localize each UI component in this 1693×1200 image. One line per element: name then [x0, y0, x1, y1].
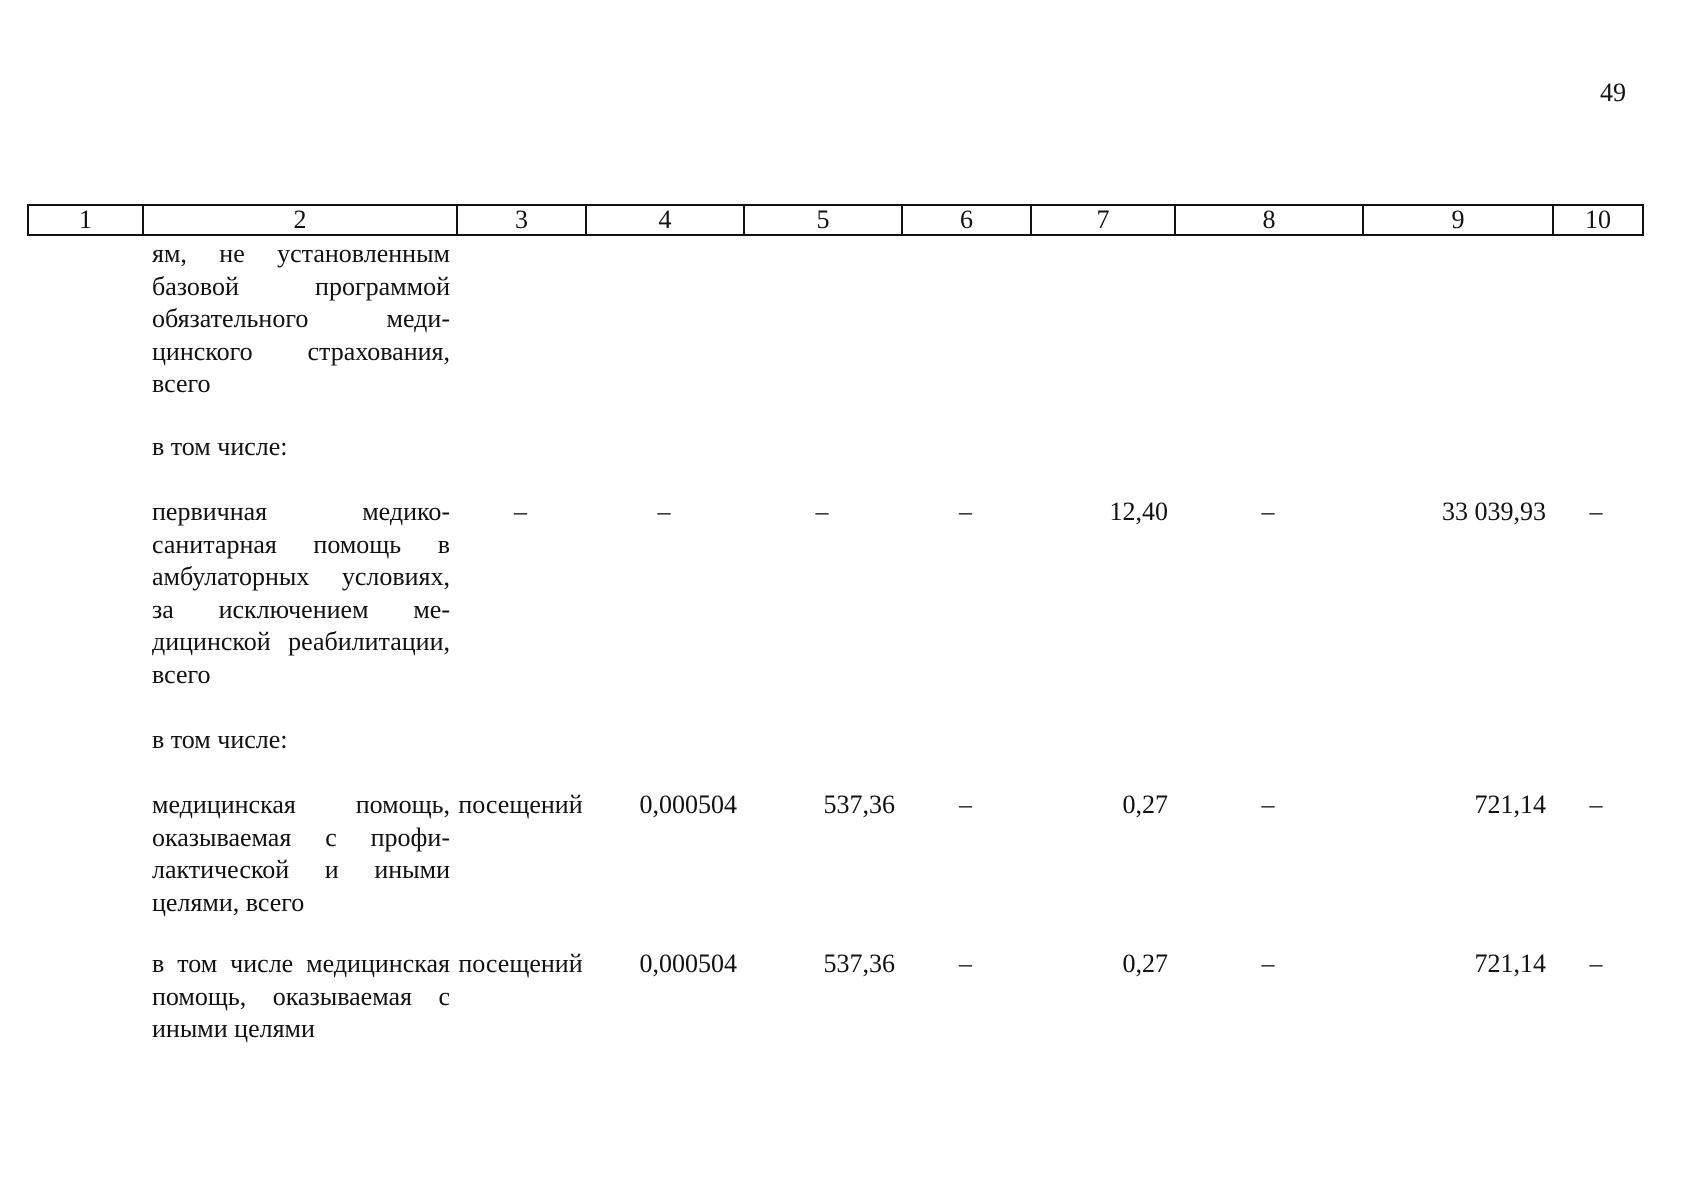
column-header-1: 1 [29, 206, 144, 234]
row-value-col10: – [1589, 790, 1603, 819]
row-description: ям, не установленным базовой программой обязательного медицинского страхования, всего [152, 239, 450, 398]
column-header-6: 6 [903, 206, 1032, 234]
row-value-col5: 537,36 [823, 790, 895, 819]
table-header-row [27, 204, 1644, 236]
row-value-col9: 721,14 [1474, 949, 1546, 978]
row-value-col8: – [1261, 949, 1275, 978]
row-value-col7: 0,27 [1122, 790, 1168, 819]
table-row [27, 948, 1644, 1046]
row-value-col10: – [1589, 949, 1603, 978]
row-value-col7: 12,40 [1109, 497, 1168, 526]
column-header-4: 4 [587, 206, 745, 234]
column-header-8: 8 [1176, 206, 1364, 234]
row-description: медицинская помощь, оказываемая с профилактической и иными целями, всего [152, 790, 450, 917]
row-value-col8: – [1261, 497, 1275, 526]
table-subheading-row [27, 431, 1644, 464]
table-row [27, 789, 1644, 919]
column-header-9: 9 [1364, 206, 1554, 234]
row-number-cell [27, 238, 142, 401]
row-value-col9: 33 039,93 [1442, 497, 1546, 526]
row-description: в том числе медицинская помощь, оказываемая с иными целями [152, 949, 450, 1043]
row-number-cell [27, 948, 142, 1046]
row-unit: – [514, 497, 527, 526]
row-value-col5: – [815, 497, 829, 526]
column-header-10: 10 [1585, 205, 1611, 234]
table-row [27, 496, 1644, 691]
row-number-cell [27, 431, 142, 464]
row-subheading: в том числе: [152, 432, 288, 461]
row-number-cell [27, 724, 142, 757]
column-header-3: 3 [458, 206, 587, 234]
row-value-col6: – [959, 790, 972, 819]
column-header-7: 7 [1032, 206, 1176, 234]
row-value-col4: – [657, 497, 671, 526]
row-unit: посещений [458, 949, 583, 978]
column-header-5: 5 [745, 206, 903, 234]
row-description: первичная медико-санитарная помощь в амбулаторных условиях, за исключением медицинской реабилитации, всего [152, 497, 450, 689]
row-value-col7: 0,27 [1122, 949, 1168, 978]
table-subheading-row [27, 724, 1644, 757]
row-value-col6: – [959, 949, 972, 978]
row-value-col5: 537,36 [823, 949, 895, 978]
row-value-col10: – [1589, 497, 1603, 526]
row-value-col4: 0,000504 [639, 790, 737, 819]
row-value-col4: 0,000504 [639, 949, 737, 978]
column-header-2: 2 [144, 206, 458, 234]
page-number: 49 [1600, 78, 1626, 107]
table-row [27, 238, 1644, 401]
row-value-col8: – [1261, 790, 1275, 819]
row-subheading: в том числе: [152, 725, 288, 754]
row-unit: посещений [458, 790, 583, 819]
row-value-col6: – [959, 497, 972, 526]
row-number-cell [27, 789, 142, 919]
row-number-cell [27, 496, 142, 691]
row-value-col9: 721,14 [1474, 790, 1546, 819]
